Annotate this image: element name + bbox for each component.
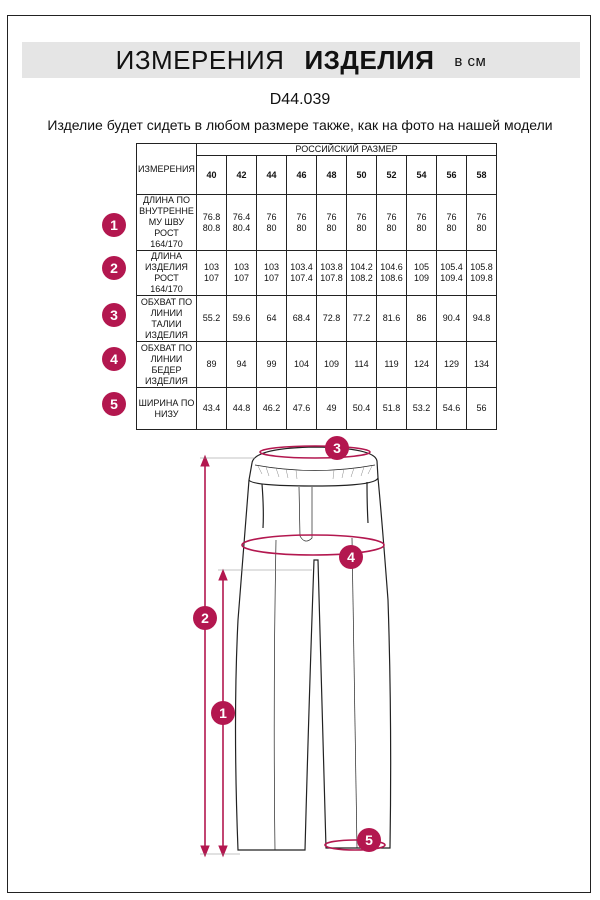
value-line: 76: [386, 211, 397, 222]
row-label-line: ДЛИНА: [151, 251, 182, 261]
value-line: 55.2: [202, 313, 221, 323]
value-line: 81.6: [382, 313, 401, 323]
value-line: 53.2: [412, 403, 431, 413]
row-label-line: ШИРИНА ПО: [138, 397, 195, 408]
size-header-48: 48: [317, 156, 347, 195]
value-line: 54.6: [442, 403, 461, 413]
row-marker-3: 3: [102, 303, 126, 327]
size-header-44: 44: [257, 156, 287, 195]
title-part1: ИЗМЕРЕНИЯ: [115, 44, 285, 75]
value-line: 124: [413, 359, 430, 369]
row-marker-4: 4: [102, 347, 126, 371]
value-line: 94.8: [472, 313, 491, 323]
row-label-line: ИЗДЕЛИЯ: [145, 329, 188, 340]
size-header-46: 46: [287, 156, 317, 195]
value-line: 76: [266, 211, 277, 222]
value-line: 80.8: [202, 222, 221, 233]
value-line: 105.8: [470, 262, 493, 272]
row-label-line: ЛИНИИ: [150, 307, 183, 318]
row-label-line: ВНУТРЕННЕ: [139, 206, 194, 216]
value-line: 103: [203, 262, 220, 272]
value-line: 105.4: [440, 262, 463, 272]
value-line: 103.4: [290, 262, 313, 272]
value-line: 80: [416, 222, 427, 233]
value-line: 76: [356, 211, 367, 222]
value-line: 49: [326, 403, 337, 413]
value-line: 86: [416, 313, 427, 323]
size-header-50: 50: [347, 156, 377, 195]
size-header-52: 52: [377, 156, 407, 195]
value-line: 105: [413, 262, 430, 272]
row-label-line: ИЗДЕЛИЯ: [145, 262, 188, 272]
row-label-line: ИЗДЕЛИЯ: [145, 375, 188, 386]
diagram-marker-4: 4: [339, 545, 363, 569]
trousers-outline: [236, 447, 391, 850]
size-header-54: 54: [407, 156, 437, 195]
value-line: 76: [446, 211, 457, 222]
value-line: 80: [446, 222, 457, 233]
value-line: 103: [233, 262, 250, 272]
value-line: 109.4: [440, 273, 463, 283]
value-line: 107: [203, 273, 220, 283]
diagram-marker-5: 5: [357, 828, 381, 852]
row-label-line: ОБХВАТ ПО: [140, 296, 193, 307]
value-line: 68.4: [292, 313, 311, 323]
row-marker-2: 2: [102, 256, 126, 280]
value-line: 107: [233, 273, 250, 283]
value-line: 80: [326, 222, 337, 233]
title-unit: в см: [454, 52, 487, 70]
row-label-line: ОБХВАТ ПО: [140, 342, 193, 353]
value-line: 107.4: [290, 273, 313, 283]
value-line: 76.8: [202, 211, 221, 222]
value-line: 44.8: [232, 403, 251, 413]
measure-lines: [201, 446, 385, 856]
header-measurements: ИЗМЕРЕНИЯ: [137, 144, 197, 195]
size-header-58: 58: [467, 156, 497, 195]
value-line: 76: [326, 211, 337, 222]
value-line: 72.8: [322, 313, 341, 323]
row-label-line: НИЗУ: [154, 408, 179, 419]
size-header-42: 42: [227, 156, 257, 195]
value-line: 104: [293, 359, 310, 369]
guide-lines: [200, 458, 312, 854]
value-line: 76: [296, 211, 307, 222]
value-line: 76.4: [232, 211, 251, 222]
value-line: 108.2: [350, 273, 373, 283]
size-header-56: 56: [437, 156, 467, 195]
row-label-line: ДЛИНА ПО: [143, 195, 190, 205]
product-code: D44.039: [269, 91, 331, 108]
value-line: 80: [386, 222, 397, 233]
value-line: 51.8: [382, 403, 401, 413]
value-line: 108.6: [380, 273, 403, 283]
value-line: 129: [443, 359, 460, 369]
value-line: 80: [266, 222, 277, 233]
value-line: 103.8: [320, 262, 343, 272]
value-line: 76: [476, 211, 487, 222]
value-line: 50.4: [352, 403, 371, 413]
value-line: 109: [323, 359, 340, 369]
value-line: 107.8: [320, 273, 343, 283]
value-line: 80: [476, 222, 487, 233]
fit-note: Изделие будет сидеть в любом размере также, как на фото на нашей модели: [47, 117, 553, 133]
value-line: 47.6: [292, 403, 311, 413]
value-line: 134: [473, 359, 490, 369]
row-label-line: РОСТ 164/170: [150, 228, 183, 249]
row-label-line: МУ ШВУ: [148, 217, 185, 227]
value-line: 119: [384, 359, 399, 369]
value-line: 104.6: [380, 262, 403, 272]
value-line: 80: [356, 222, 367, 233]
diagram-marker-1: 1: [211, 701, 235, 725]
value-line: 99: [266, 359, 277, 369]
value-line: 80: [296, 222, 307, 233]
value-line: 104.2: [350, 262, 373, 272]
header-size-group: РОССИЙСКИЙ РАЗМЕР: [197, 144, 497, 156]
diagram-marker-2: 2: [193, 606, 217, 630]
value-line: 109: [413, 273, 430, 283]
row-label-line: ТАЛИИ: [151, 318, 182, 329]
value-line: 89: [206, 359, 217, 369]
value-line: 109.8: [470, 273, 493, 283]
row-label-line: РОСТ 164/170: [150, 273, 183, 294]
size-header-40: 40: [197, 156, 227, 195]
value-line: 59.6: [232, 313, 251, 323]
value-line: 64: [266, 313, 277, 323]
value-line: 46.2: [262, 403, 281, 413]
value-line: 43.4: [202, 403, 221, 413]
row-marker-1: 1: [102, 213, 126, 237]
value-line: 56: [476, 403, 487, 413]
value-line: 94: [236, 359, 247, 369]
row-marker-5: 5: [102, 392, 126, 416]
value-line: 107: [263, 273, 280, 283]
row-label-line: ЛИНИИ: [150, 353, 183, 364]
row-label-line: БЕДЕР: [151, 364, 182, 375]
title-part2: ИЗДЕЛИЯ: [304, 44, 435, 75]
value-line: 80.4: [232, 222, 251, 233]
value-line: 90.4: [442, 313, 461, 323]
diagram-marker-3: 3: [325, 436, 349, 460]
value-line: 103: [263, 262, 280, 272]
value-line: 114: [354, 359, 369, 369]
value-line: 76: [416, 211, 427, 222]
value-line: 77.2: [352, 313, 371, 323]
